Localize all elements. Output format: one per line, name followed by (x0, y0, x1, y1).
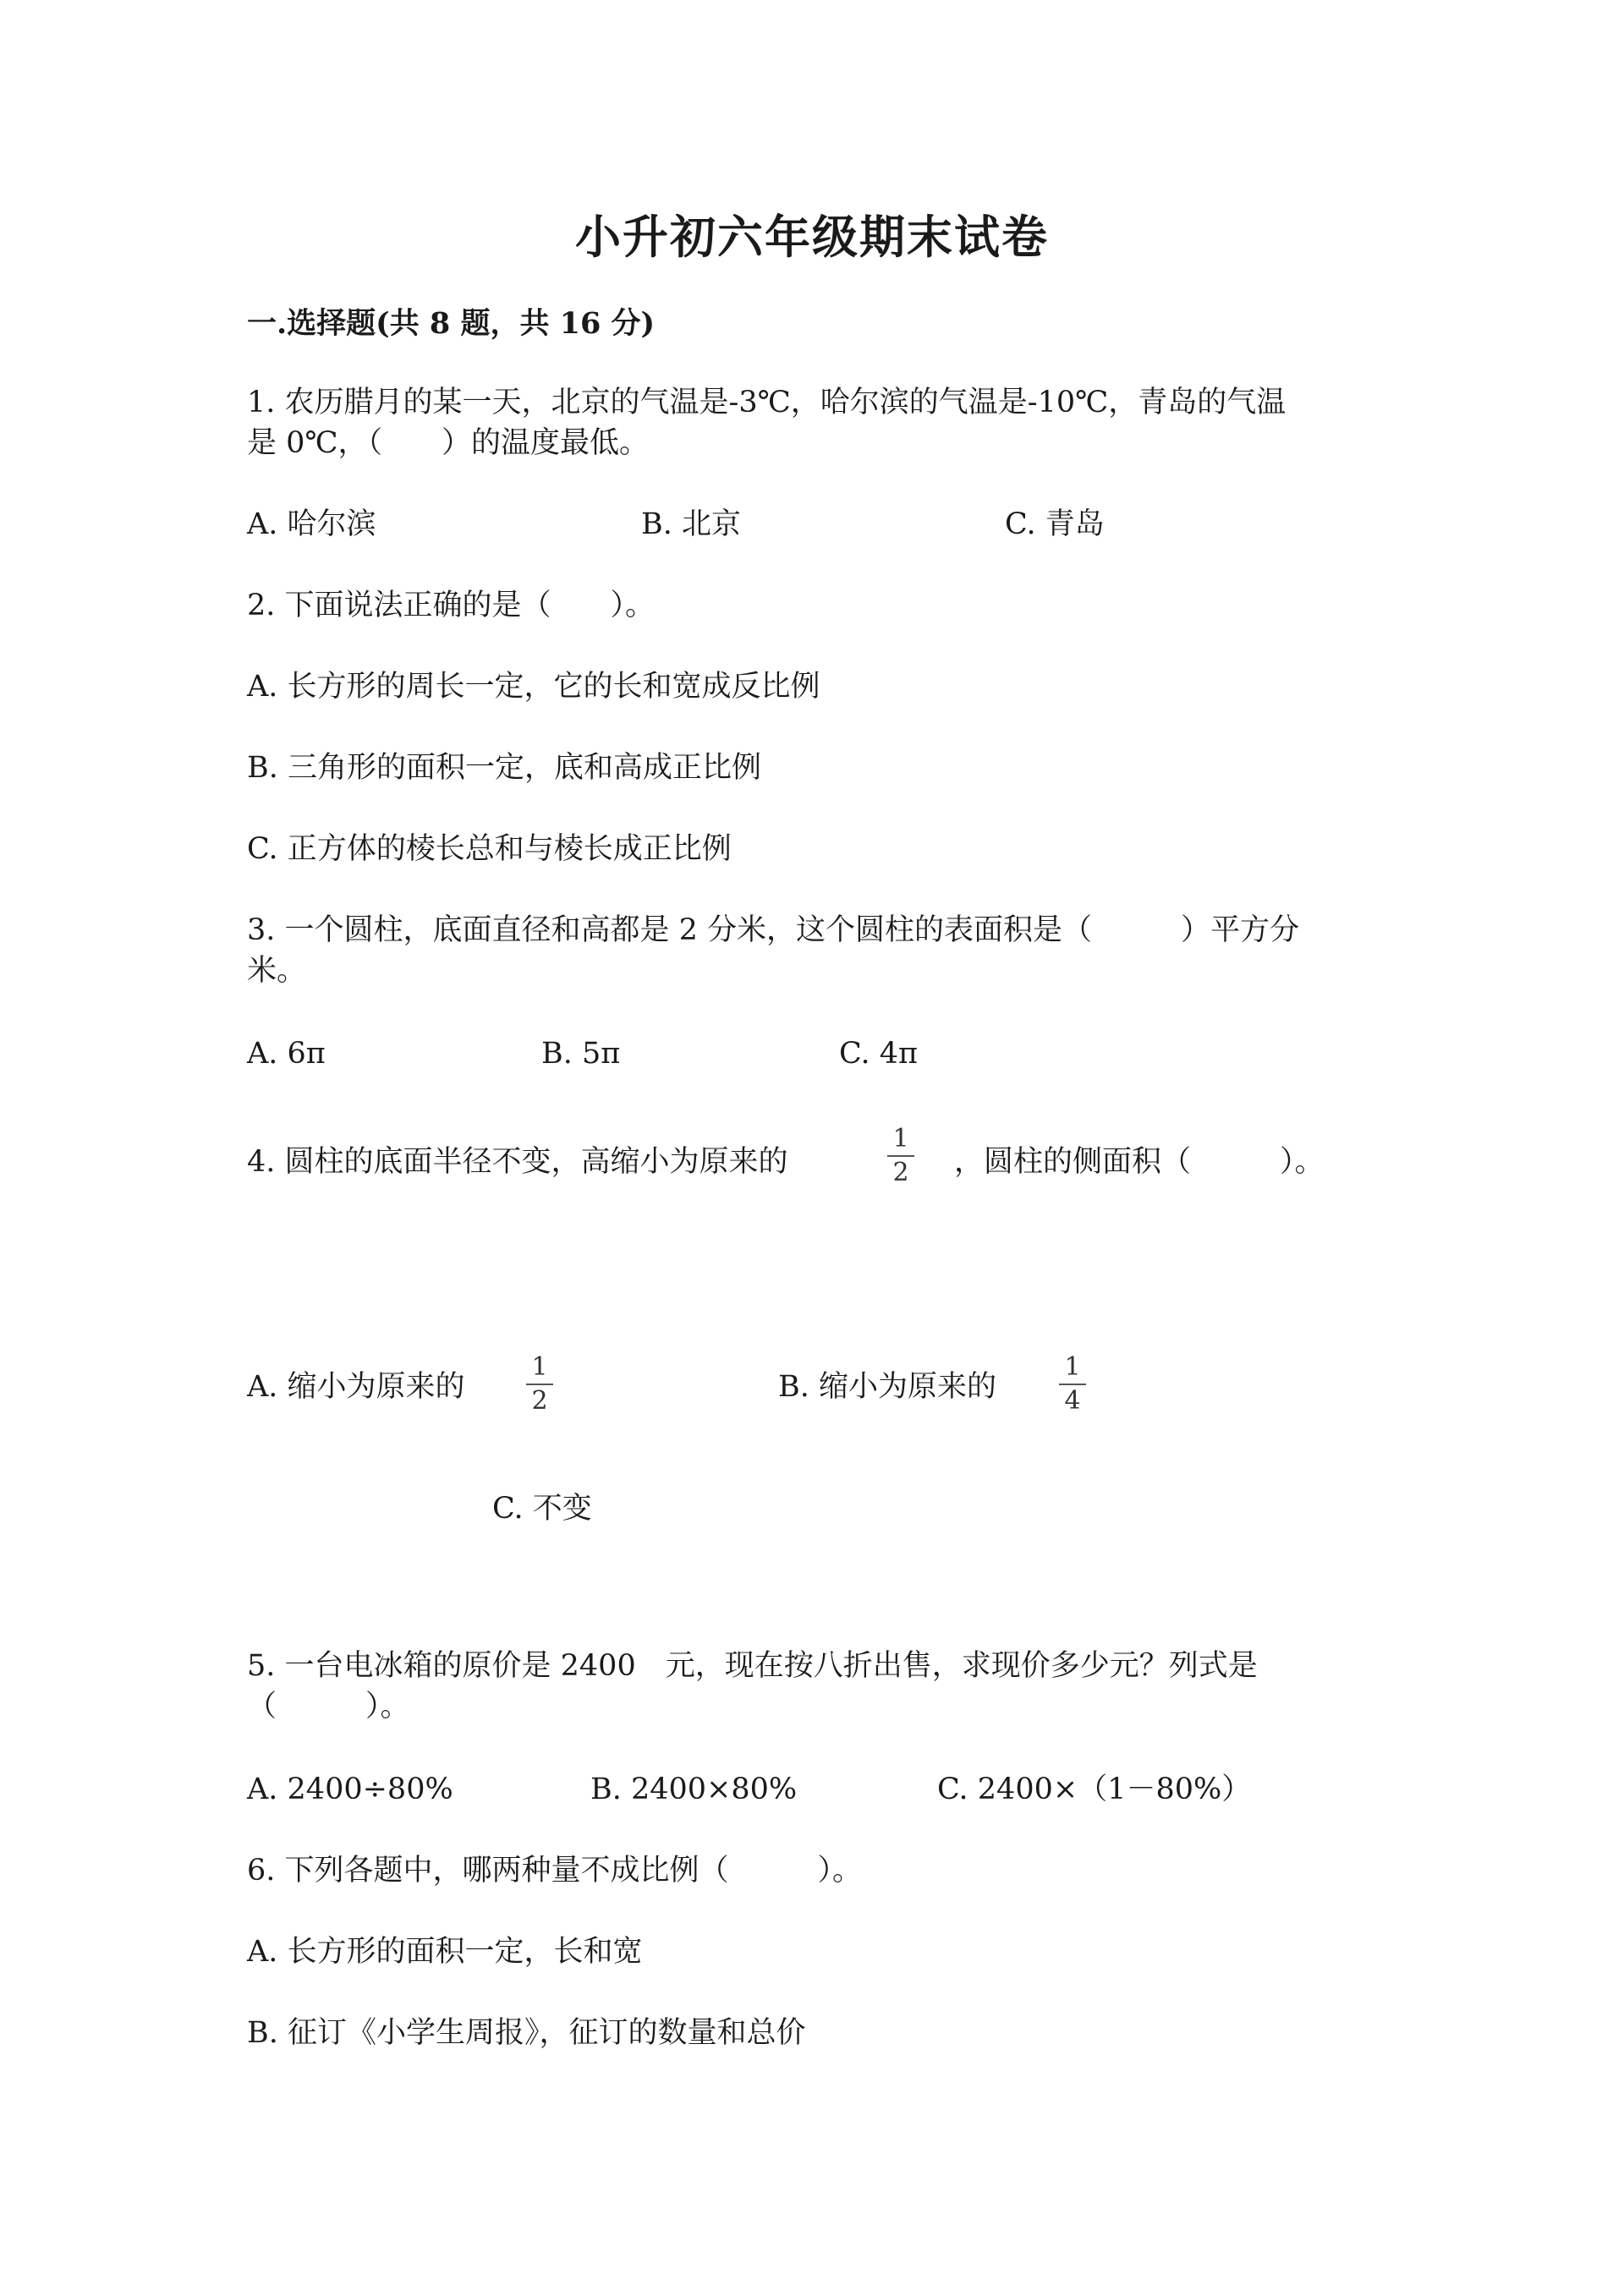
question-1-text-cont: 是 0℃，（ ）的温度最低。 (247, 426, 650, 460)
question-4-option-b-fraction (1056, 1353, 1089, 1416)
question-3-option-c: C. 4π (839, 1037, 919, 1071)
question-5-option-a: A. 2400÷80% (247, 1773, 453, 1806)
question-2-text: 2. 下面说法正确的是（ ）。 (247, 589, 656, 622)
question-5-option-b: B. 2400×80% (590, 1773, 798, 1806)
fraction-denominator: 2 (892, 1158, 909, 1187)
question-5-text-cont: （ ）。 (247, 1690, 410, 1723)
question-1-option-b: B. 北京 (641, 507, 741, 541)
fraction-numerator: 1 (531, 1352, 548, 1382)
question-3-option-a: A. 6π (247, 1037, 326, 1071)
question-6-text: 6. 下列各题中，哪两种量不成比例（ ）。 (247, 1854, 863, 1888)
fraction-bar (1059, 1384, 1086, 1385)
question-4-option-b: B. 缩小为原来的 (778, 1370, 996, 1404)
page-title: 小升初六年级期末试卷 (575, 210, 1049, 264)
question-1-option-c: C. 青岛 (1005, 507, 1105, 541)
question-5-text: 5. 一台电冰箱的原价是 2400 元，现在按八折出售，求现价多少元？列式是 (247, 1649, 1258, 1683)
question-4-option-a: A. 缩小为原来的 (247, 1370, 465, 1404)
question-4-text: 4. 圆柱的底面半径不变，高缩小为原来的 (247, 1145, 788, 1179)
question-4-option-c: C. 不变 (492, 1492, 592, 1526)
question-2-option-b: B. 三角形的面积一定，底和高成正比例 (247, 751, 761, 785)
fraction-denominator: 4 (1064, 1386, 1081, 1416)
question-1-text: 1. 农历腊月的某一天，北京的气温是-3℃，哈尔滨的气温是-10℃，青岛的气温 (247, 386, 1287, 419)
fraction-numerator: 1 (892, 1124, 909, 1153)
question-4-text-cont: ，圆柱的侧面积（ ）。 (954, 1145, 1325, 1179)
question-6-option-b: B. 征订《小学生周报》，征订的数量和总价 (247, 2016, 806, 2050)
fraction-bar (887, 1155, 914, 1157)
question-3-option-b: B. 5π (541, 1037, 621, 1071)
question-1-option-a: A. 哈尔滨 (247, 507, 376, 541)
question-3-text: 3. 一个圆柱，底面直径和高都是 2 分米，这个圆柱的表面积是（ ）平方分 (247, 913, 1300, 947)
question-3-text-cont: 米。 (247, 954, 307, 988)
question-2-option-a: A. 长方形的周长一定，它的长和宽成反比例 (247, 670, 820, 704)
question-5-option-c: C. 2400×（1－80%） (937, 1773, 1252, 1806)
fraction-numerator: 1 (1064, 1352, 1081, 1382)
fraction-denominator: 2 (531, 1386, 548, 1416)
section-heading: 一.选择题(共 8 题，共 16 分) (247, 306, 656, 341)
question-4-fraction (884, 1125, 918, 1187)
question-4-option-a-fraction (523, 1353, 557, 1416)
question-6-option-a: A. 长方形的面积一定，长和宽 (247, 1935, 643, 1969)
fraction-bar (526, 1384, 553, 1385)
question-2-option-c: C. 正方体的棱长总和与棱长成正比例 (247, 832, 732, 866)
